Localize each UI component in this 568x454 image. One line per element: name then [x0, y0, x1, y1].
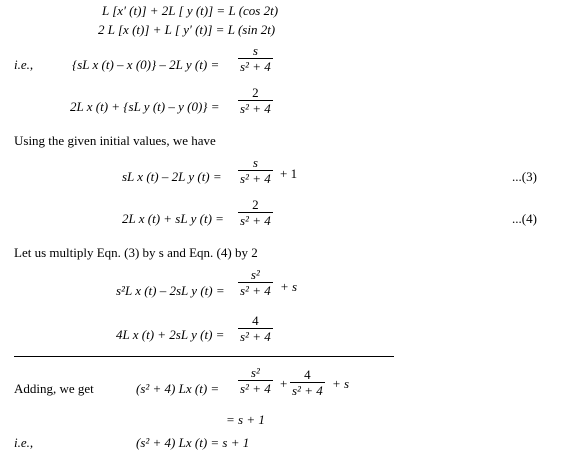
equation-7-fraction-1: [238, 366, 273, 395]
fraction-numerator: 4: [252, 313, 259, 328]
fraction-denominator: s² + 4: [240, 101, 271, 116]
separator-line: [14, 356, 394, 357]
equation-a-fraction: [238, 44, 273, 73]
equation-4-fraction: [238, 198, 273, 227]
equation-8: = s + 1: [226, 412, 265, 427]
fraction-numerator: s: [252, 155, 258, 170]
equation-7-tail: + s: [332, 376, 350, 391]
fraction-denominator: s² + 4: [240, 329, 271, 344]
equation-4-number: ...(4): [512, 211, 537, 226]
equation-6-fraction: [238, 314, 273, 343]
equation-3-fraction: [238, 156, 273, 185]
fraction-denominator: s² + 4: [240, 213, 271, 228]
equation-4-lhs: 2L x (t) + sL y (t) =: [122, 211, 224, 226]
fraction-numerator: 4: [304, 367, 311, 382]
equation-3-number: ...(3): [512, 169, 537, 184]
fraction-numerator: s: [252, 43, 258, 58]
fraction-numerator: s²: [250, 365, 260, 380]
equation-3-tail: + 1: [280, 166, 298, 181]
equation-5-tail: + s: [280, 279, 298, 294]
equation-5-lhs: s²L x (t) – 2sL y (t) =: [116, 283, 225, 298]
equation-3-lhs: sL x (t) – 2L y (t) =: [122, 169, 222, 184]
ie-label: i.e.,: [14, 57, 34, 72]
equation-9: (s² + 4) Lx (t) = s + 1: [136, 435, 250, 450]
equation-b-lhs: 2L x (t) + {sL y (t) – y (0)} =: [70, 99, 220, 114]
equation-7-plus: +: [280, 376, 288, 391]
fraction-denominator: s² + 4: [240, 59, 271, 74]
equation-7-fraction-2: [290, 368, 325, 397]
equation-a-lhs: {sL x (t) – x (0)} – 2L y (t) =: [72, 57, 220, 72]
equation-7-lhs: (s² + 4) Lx (t) =: [136, 381, 220, 396]
fraction-denominator: s² + 4: [292, 383, 323, 398]
equation-5-fraction: [238, 268, 273, 297]
fraction-numerator: s²: [250, 267, 260, 282]
fraction-numerator: 2: [252, 197, 259, 212]
adding-label: Adding, we get: [14, 381, 94, 396]
fraction-numerator: 2: [252, 85, 259, 100]
equation-b-fraction: [238, 86, 273, 115]
fraction-denominator: s² + 4: [240, 171, 271, 186]
equation-top-2: 2 L [x (t)] + L [ y′ (t)] = L (sin 2t): [98, 22, 276, 37]
fraction-denominator: s² + 4: [240, 381, 271, 396]
ie-label-2: i.e.,: [14, 435, 34, 450]
equation-top-1: L [x′ (t)] + 2L [ y (t)] = L (cos 2t): [102, 3, 279, 18]
equation-6-lhs: 4L x (t) + 2sL y (t) =: [116, 327, 225, 342]
fraction-denominator: s² + 4: [240, 283, 271, 298]
multiply-text: Let us multiply Eqn. (3) by s and Eqn. (4) by 2: [14, 245, 258, 260]
using-initial-values-text: Using the given initial values, we have: [14, 133, 216, 148]
